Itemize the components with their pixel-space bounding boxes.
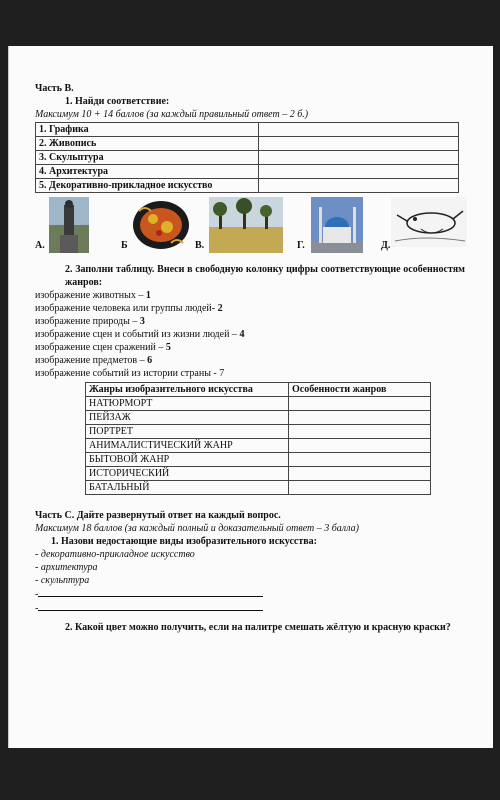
- genre-cell: БЫТОВОЙ ЖАНР: [86, 453, 289, 467]
- picture-strip: [35, 197, 465, 255]
- part-b-title: Часть В.: [35, 83, 74, 94]
- pic-label-d: Д.: [381, 240, 391, 251]
- genre-cell: НАТЮРМОРТ: [86, 397, 289, 411]
- viewer-bottom-bar: [0, 748, 500, 800]
- c-q1-blank[interactable]: [35, 601, 465, 615]
- part-c-title: Часть С.: [35, 510, 75, 521]
- part-c-max-score: Максимум 18 баллов (за каждый полный и доказательный ответ – 3 балла): [35, 523, 359, 534]
- part-c-heading: [35, 509, 465, 522]
- feature-number: 5: [165, 342, 171, 353]
- list-item: [35, 354, 465, 367]
- feature-number: 7: [219, 368, 225, 379]
- matching-table: [35, 122, 459, 193]
- feature-answer-cell[interactable]: [289, 467, 431, 481]
- c-q1-answer: - скульптура: [35, 575, 90, 586]
- pic-label-a: А.: [35, 240, 45, 251]
- feature-number: 2: [217, 303, 223, 314]
- matching-answer-cell[interactable]: [259, 165, 459, 179]
- column-header-genres: Жанры изобразительного искусства: [86, 383, 289, 397]
- feature-answer-cell[interactable]: [289, 439, 431, 453]
- table-header-row: [86, 383, 431, 397]
- c-q1-title: 1. Назови недостающие виды изобразительного искусства:: [51, 536, 317, 547]
- part-c-subtitle: Дайте развернутый ответ на каждый вопрос.: [76, 510, 281, 521]
- table-row: [36, 123, 459, 137]
- table-row: [86, 439, 431, 453]
- graphic-drawing-image: [391, 197, 467, 247]
- column-header-features: Особенности жанров: [289, 383, 431, 397]
- genre-cell: АНИМАЛИСТИЧЕСКИЙ ЖАНР: [86, 439, 289, 453]
- list-item: [35, 367, 465, 380]
- feature-answer-cell[interactable]: [289, 397, 431, 411]
- monument-image: [49, 197, 89, 253]
- list-item: [35, 302, 465, 315]
- matching-row-label: 1. Графика: [36, 123, 259, 137]
- list-item: [35, 328, 465, 341]
- feature-answer-cell[interactable]: [289, 411, 431, 425]
- document-page: [8, 46, 493, 748]
- landscape-painting-image: [209, 197, 283, 253]
- matching-row-label: 4. Архитектура: [36, 165, 259, 179]
- table-row: [86, 411, 431, 425]
- feature-text: изображение событий из истории страны -: [35, 368, 220, 379]
- table-row: [86, 397, 431, 411]
- blank-prefix: -: [35, 589, 39, 600]
- feature-text: изображение природы –: [35, 316, 140, 327]
- feature-text: изображение человека или группы людей-: [35, 303, 218, 314]
- q1-title: 1. Найди соответствие:: [65, 96, 170, 107]
- genres-table: [85, 382, 431, 495]
- matching-row-label: 3. Скульптура: [36, 151, 259, 165]
- feature-number: 6: [147, 355, 153, 366]
- genre-cell: БАТАЛЬНЫЙ: [86, 481, 289, 495]
- genre-cell: ИСТОРИЧЕСКИЙ: [86, 467, 289, 481]
- c-q2-title: 2. Какой цвет можно получить, если на палитре смешать жёлтую и красную краски?: [65, 622, 451, 633]
- feature-text: изображение животных –: [35, 290, 146, 301]
- pic-label-b: Б: [121, 240, 128, 251]
- table-row: [36, 179, 459, 193]
- feature-answer-cell[interactable]: [289, 481, 431, 495]
- pic-label-g: Г.: [297, 240, 305, 251]
- table-row: [86, 467, 431, 481]
- feature-answer-cell[interactable]: [289, 425, 431, 439]
- feature-text: изображение сцен сражений –: [35, 342, 166, 353]
- table-row: [86, 425, 431, 439]
- blank-prefix: -: [35, 603, 39, 614]
- matching-row-label: 2. Живопись: [36, 137, 259, 151]
- answer-line: [38, 587, 263, 597]
- mosque-image: [311, 197, 363, 253]
- c-q1-answer: - архитектура: [35, 562, 98, 573]
- table-row: [36, 165, 459, 179]
- matching-answer-cell[interactable]: [259, 123, 459, 137]
- pic-label-v: В.: [195, 240, 205, 251]
- genre-cell: ПОРТРЕТ: [86, 425, 289, 439]
- c-q1-answer: - декоративно-прикладное искусство: [35, 549, 195, 560]
- viewer-top-bar: [0, 0, 500, 46]
- feature-answer-cell[interactable]: [289, 453, 431, 467]
- answer-line: [38, 601, 263, 611]
- list-item: [35, 289, 465, 302]
- table-row: [36, 137, 459, 151]
- feature-number: 1: [145, 290, 151, 301]
- table-row: [86, 481, 431, 495]
- feature-text: изображение сцен и событий из жизни людей –: [35, 329, 240, 340]
- matching-row-label: 5. Декоративно-прикладное искусство: [36, 179, 259, 193]
- list-item: [35, 315, 465, 328]
- feature-number: 3: [139, 316, 145, 327]
- q1-max-score: Максимум 10 + 14 баллов (за каждый правильный ответ – 2 б.): [35, 109, 309, 120]
- matching-answer-cell[interactable]: [259, 137, 459, 151]
- feature-number: 4: [239, 329, 245, 340]
- matching-answer-cell[interactable]: [259, 151, 459, 165]
- c-q1-blank[interactable]: [35, 587, 465, 601]
- genre-cell: ПЕЙЗАЖ: [86, 411, 289, 425]
- page-content: [35, 82, 465, 634]
- genre-features-list: [35, 289, 465, 380]
- khokhloma-bowl-image: [131, 197, 191, 253]
- matching-answer-cell[interactable]: [259, 179, 459, 193]
- list-item: [35, 341, 465, 354]
- table-row: [86, 453, 431, 467]
- table-row: [36, 151, 459, 165]
- feature-text: изображение предметов –: [35, 355, 148, 366]
- q2-title: 2. Заполни таблицу. Внеси в свободную колонку цифры соответствующие особенностям жанров:: [65, 264, 465, 288]
